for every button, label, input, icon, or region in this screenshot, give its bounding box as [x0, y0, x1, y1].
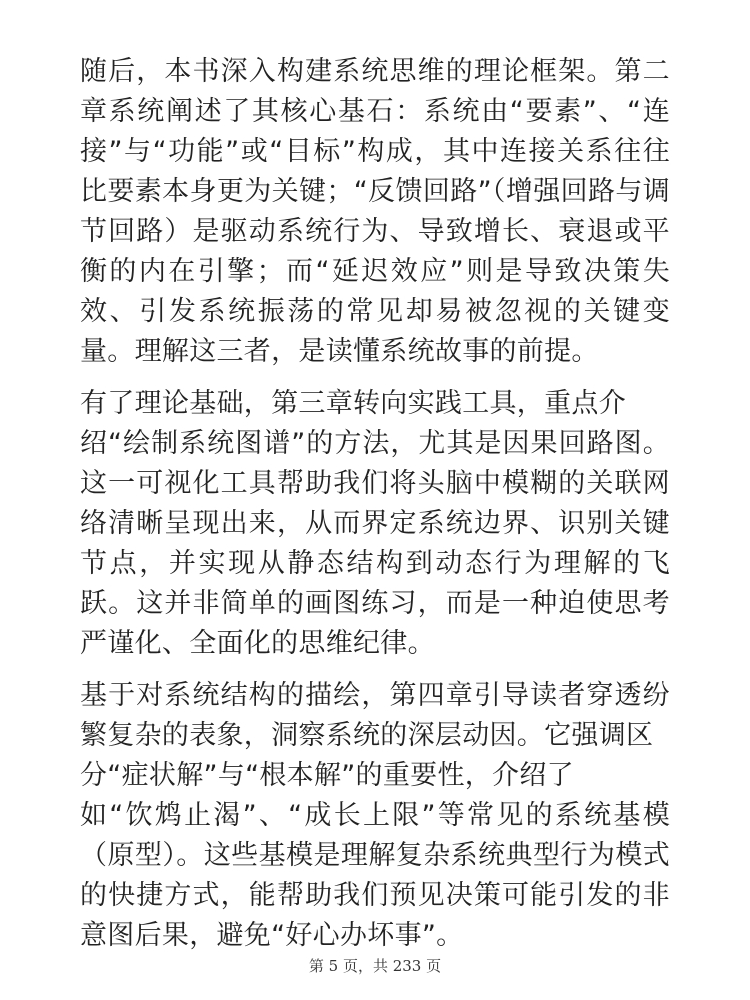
paragraph-chapter-two: 随后，本书深入构建系统思维的理论框架。第二章系统阐述了其核心基石：系统由“要素”、“连接”与“功能”或“目标”构成，其中连接关系往往比要素本身更为关键；“反馈回路”（增强回路与调节回路）是驱动系统行为、导致增长、衰退或平衡的内在引擎；而“延迟效应”则是导致决策失效、引发系统振荡的常见却易被忽视的关键变量。理解这三者，是读懂系统故事的前提。 — [80, 56, 670, 367]
page-number-footer: 第 5 页，共 233 页 — [308, 957, 442, 975]
paragraph-chapter-three: 有了理论基础，第三章转向实践工具，重点介 绍“绘制系统图谱”的方法，尤其是因果回路图。这一可视化工具帮助我们将头脑中模糊的关联网络清晰呈现出来，从而界定系统边界、识别关键节点，并实现从静态结构到动态行为理解的飞跃。这并非简单的画图练习，而是一种迫使思考严谨化、全面化的思维纪律。 — [80, 388, 670, 659]
paragraph-chapter-four: 基于对系统结构的描绘，第四章引导读者穿透纷繁复杂的表象，洞察系统的深层动因。它强调区 分“症状解”与“根本解”的重要性，介绍了 如“饮鸩止渴”、“成长上限”等常见的系统基模（原型）。这些基模是理解复杂系统典型行为模式的快捷方式，能帮助我们预见决策可能引发的非意图后果，避免“好心办坏事”。 — [80, 680, 670, 951]
